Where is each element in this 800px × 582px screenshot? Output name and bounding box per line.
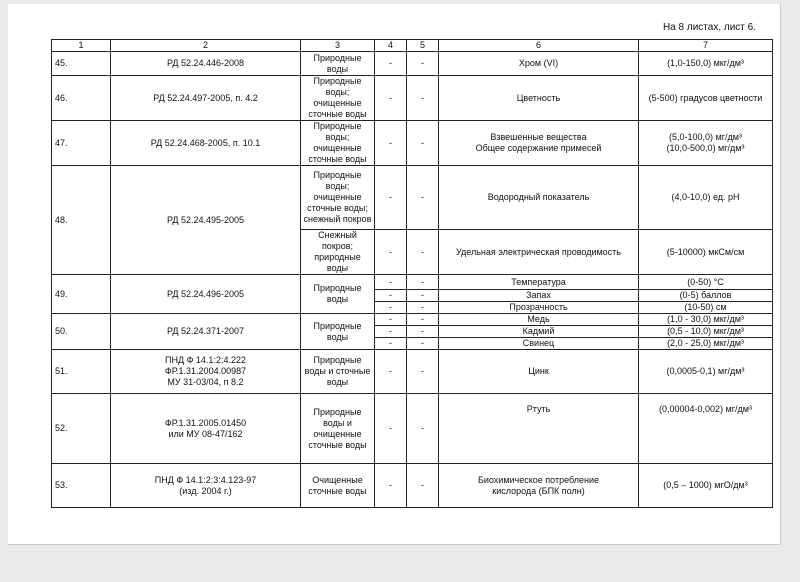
table-row [52,314,773,326]
cell-dash: - [407,230,439,275]
indicator: Цветность [439,76,639,121]
range: (10-50) см [639,302,773,314]
row-number: 51. [52,350,111,394]
col-header: 4 [375,40,407,52]
object-type: Природные воды; очищенные сточные воды [301,121,375,166]
range: (1,0 - 30,0) мкг/дм³ [639,314,773,326]
row-number: 53. [52,464,111,508]
cell-dash: - [375,121,407,166]
method-doc: ФР.1.31.2005.01450 или МУ 08-47/162 [111,394,301,464]
col-header: 6 [439,40,639,52]
method-doc: РД 52.24.371-2007 [111,314,301,350]
indicator: Свинец [439,338,639,350]
row-number: 50. [52,314,111,350]
method-doc: РД 52.24.495-2005 [111,166,301,275]
cell-dash: - [407,76,439,121]
cell-dash: - [407,52,439,76]
method-doc: РД 52.24.497-2005, п. 4.2 [111,76,301,121]
indicator: Удельная электрическая проводимость [439,230,639,275]
col-header: 1 [52,40,111,52]
range: (0,5 - 10,0) мкг/дм³ [639,326,773,338]
cell-dash: - [375,314,407,326]
table-row [52,52,773,76]
table-row [52,350,773,394]
cell-dash: - [407,394,439,464]
cell-dash: - [375,464,407,508]
methods-table [51,39,773,508]
object-type: Природные воды и очищенные сточные воды [301,394,375,464]
indicator: Водородный показатель [439,166,639,230]
row-number: 48. [52,166,111,275]
object-type: Природные воды [301,275,375,314]
cell-dash: - [407,290,439,302]
indicator: Цинк [439,350,639,394]
indicator: Прозрачность [439,302,639,314]
indicator: Медь [439,314,639,326]
table-row [52,166,773,230]
row-number: 52. [52,394,111,464]
table-row [52,394,773,464]
table-row [52,121,773,166]
range: (0-50) °С [639,275,773,290]
method-doc: РД 52.24.446-2008 [111,52,301,76]
col-header: 7 [639,40,773,52]
cell-dash: - [375,394,407,464]
table-row [52,76,773,121]
indicator: Запах [439,290,639,302]
table-row [52,275,773,290]
indicator: Ртуть [439,394,639,464]
indicator: Хром (VI) [439,52,639,76]
cell-dash: - [375,275,407,290]
indicator: Биохимическое потребление кислорода (БПК полн) [439,464,639,508]
range: (2,0 - 25,0) мкг/дм³ [639,338,773,350]
object-type: Очищенные сточные воды [301,464,375,508]
cell-dash: - [407,350,439,394]
range: (5-10000) мкСм/см [639,230,773,275]
cell-dash: - [375,302,407,314]
cell-dash: - [407,464,439,508]
method-doc: РД 52.24.468-2005, п. 10.1 [111,121,301,166]
range: (0,00004-0,002) мг/дм³ [639,394,773,464]
indicator: Кадмий [439,326,639,338]
cell-dash: - [375,350,407,394]
method-doc: ПНД Ф 14.1:2:4.222 ФР.1.31.2004.00987 МУ 31-03/04, п 8.2 [111,350,301,394]
row-number: 46. [52,76,111,121]
cell-dash: - [407,121,439,166]
cell-dash: - [407,338,439,350]
object-type: Природные воды и сточные воды [301,350,375,394]
object-type: Природные воды; очищенные сточные воды [301,76,375,121]
header-row [52,40,773,52]
object-type: Снежный покров; природные воды [301,230,375,275]
cell-dash: - [375,230,407,275]
cell-dash: - [407,302,439,314]
table-row [52,464,773,508]
cell-dash: - [407,314,439,326]
range: (4,0-10,0) ед. pH [639,166,773,230]
range: (0-5) баллов [639,290,773,302]
object-type: Природные воды [301,314,375,350]
object-type: Природные воды [301,52,375,76]
cell-dash: - [375,290,407,302]
indicator: Взвешенные вещества Общее содержание примесей [439,121,639,166]
cell-dash: - [375,338,407,350]
cell-dash: - [407,275,439,290]
range: (0,5 – 1000) мгО/дм³ [639,464,773,508]
range: (5-500) градусов цветности [639,76,773,121]
cell-dash: - [407,326,439,338]
range: (1,0-150,0) мкг/дм³ [639,52,773,76]
method-doc: РД 52.24.496-2005 [111,275,301,314]
row-number: 49. [52,275,111,314]
cell-dash: - [375,326,407,338]
cell-dash: - [375,52,407,76]
col-header: 5 [407,40,439,52]
indicator: Температура [439,275,639,290]
object-type: Природные воды; очищенные сточные воды; снежный покров [301,166,375,230]
col-header: 2 [111,40,301,52]
col-header: 3 [301,40,375,52]
row-number: 47. [52,121,111,166]
cell-dash: - [375,76,407,121]
method-doc: ПНД Ф 14.1:2:3:4.123-97 (изд. 2004 г.) [111,464,301,508]
range: (5,0-100,0) мг/дм³ (10,0-500,0) мг/дм³ [639,121,773,166]
sheet-note: На 8 листах, лист 6. [662,22,756,33]
row-number: 45. [52,52,111,76]
range: (0,0005-0,1) мг/дм³ [639,350,773,394]
cell-dash: - [407,166,439,230]
cell-dash: - [375,166,407,230]
